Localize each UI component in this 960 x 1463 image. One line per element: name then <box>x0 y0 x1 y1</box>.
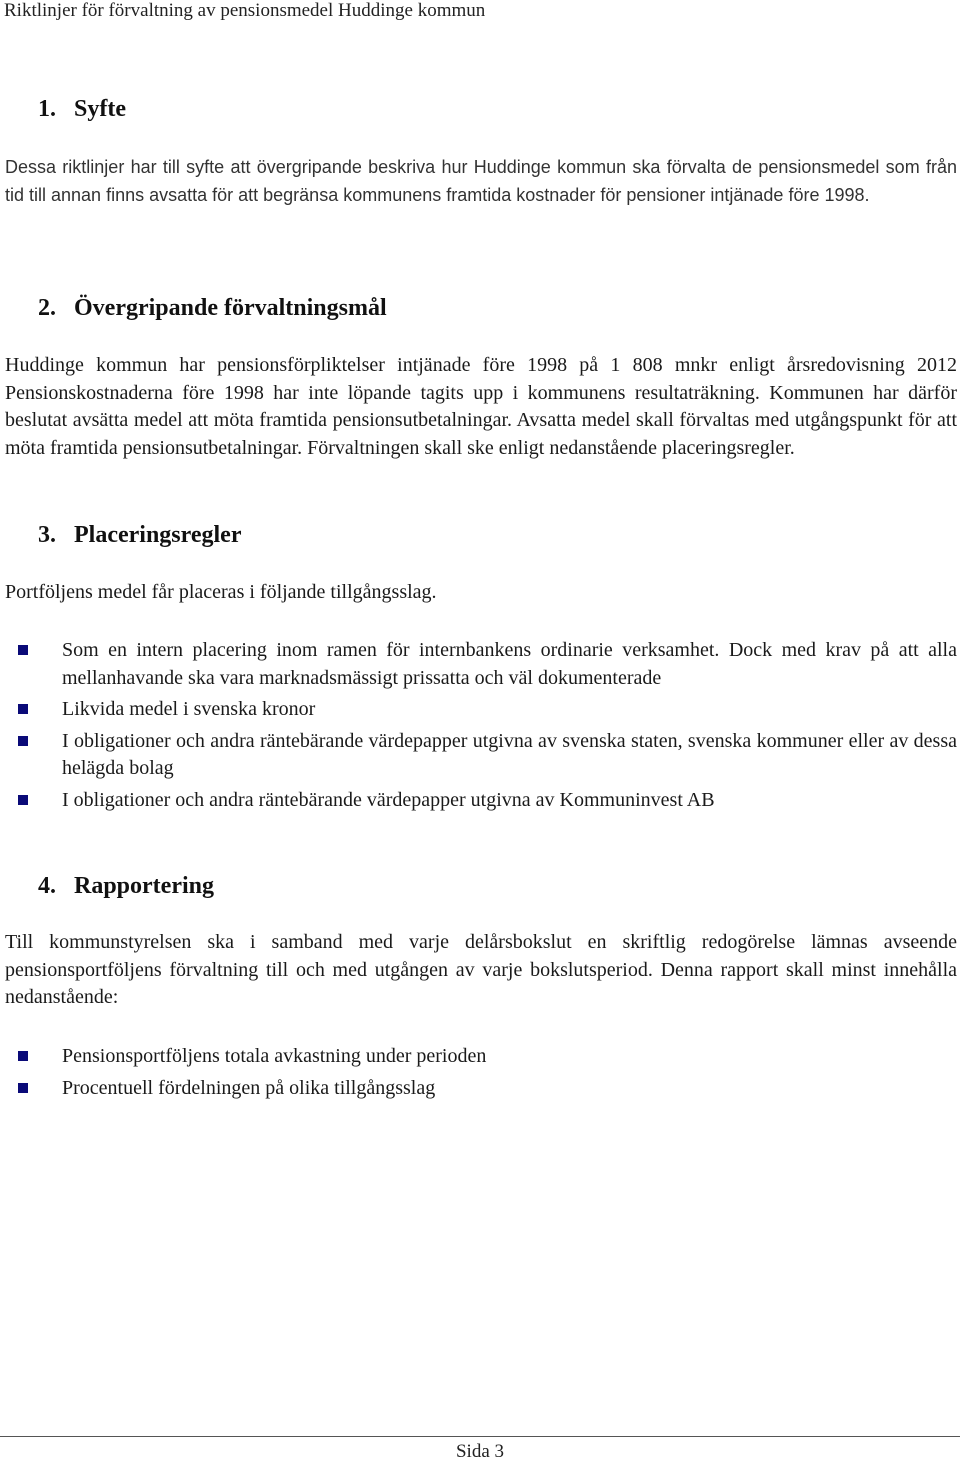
list-item-text: Procentuell fördelningen på olika tillgångsslag <box>62 1076 436 1099</box>
section-heading-placeringsregler <box>38 520 241 550</box>
list-item <box>5 637 957 692</box>
square-bullet-icon <box>18 1051 28 1061</box>
running-header: Riktlinjer för förvaltning av pensionsmedel Huddinge kommun <box>4 0 486 21</box>
section-title: Placeringsregler <box>74 522 242 548</box>
list-item <box>5 1043 957 1071</box>
section-number: 4. <box>38 873 56 899</box>
placement-rules-list <box>5 637 957 814</box>
section-heading-rapportering <box>38 871 214 901</box>
list-item <box>5 696 957 724</box>
page-number: Sida 3 <box>455 1441 505 1462</box>
list-item-text: I obligationer och andra räntebärande värdepapper utgivna av svenska staten, svenska kommuner eller av dessa helägda bolag <box>62 729 957 779</box>
section-title: Övergripande förvaltningsmål <box>74 295 387 321</box>
list-item-text: I obligationer och andra räntebärande värdepapper utgivna av Kommuninvest AB <box>62 788 715 811</box>
square-bullet-icon <box>18 736 28 746</box>
square-bullet-icon <box>18 645 28 655</box>
section-number: 1. <box>38 96 56 122</box>
list-item-text: Likvida medel i svenska kronor <box>62 698 316 720</box>
section-body-rapportering: Till kommunstyrelsen ska i samband med varje delårsbokslut en skriftlig redogörelse lämnas avseende pensionsportföljens förvaltning till och med utgången av varje bokslutsperiod. Denna rapport skall minst innehålla nedanstående: <box>5 931 957 1008</box>
section-heading-forvaltningsmal <box>38 293 387 323</box>
section-body-syfte: Dessa riktlinjer har till syfte att övergripande beskriva hur Huddinge kommun ska förvalta de pensionsmedel som från tid till annan finns avsatta för att begränsa kommunens framtida kostnader för pensioner intjänade före 1998. <box>5 157 957 205</box>
square-bullet-icon <box>18 704 28 714</box>
footer-divider <box>0 1436 960 1437</box>
section-heading-syfte <box>38 94 126 124</box>
section-body-placeringsregler: Portföljens medel får placeras i följande tillgångsslag. <box>5 581 437 603</box>
list-item-text: Pensionsportföljens totala avkastning under perioden <box>62 1045 487 1067</box>
section-body-forvaltningsmal: Huddinge kommun har pensionsförpliktelser intjänade före 1998 på 1 808 mnkr enligt årsredovisning 2012 Pensionskostnaderna före 1998 har inte löpande tagits upp i kommunens resultaträkning. Kommunen har därför beslutat avsätta medel att möta framtida pensionsutbetalningar. Avsatta medel skall förvaltas med utgångspunkt för att möta framtida pensionsutbetalningar. Förvaltningen skall ske enligt nedanstående placeringsregler. <box>5 354 957 459</box>
section-number: 2. <box>38 295 56 321</box>
square-bullet-icon <box>18 1083 28 1093</box>
list-item-text: Som en intern placering inom ramen för internbankens ordinarie verksamhet. Dock med krav på att alla mellanhavande ska vara marknadsmässigt prissatta och väl dokumenterade <box>62 639 957 689</box>
section-number: 3. <box>38 522 56 548</box>
report-contents-list <box>5 1043 957 1102</box>
section-title: Rapportering <box>74 873 214 899</box>
section-title: Syfte <box>74 96 126 122</box>
square-bullet-icon <box>18 795 28 805</box>
list-item <box>5 787 957 815</box>
list-item <box>5 728 957 783</box>
list-item <box>5 1075 957 1103</box>
